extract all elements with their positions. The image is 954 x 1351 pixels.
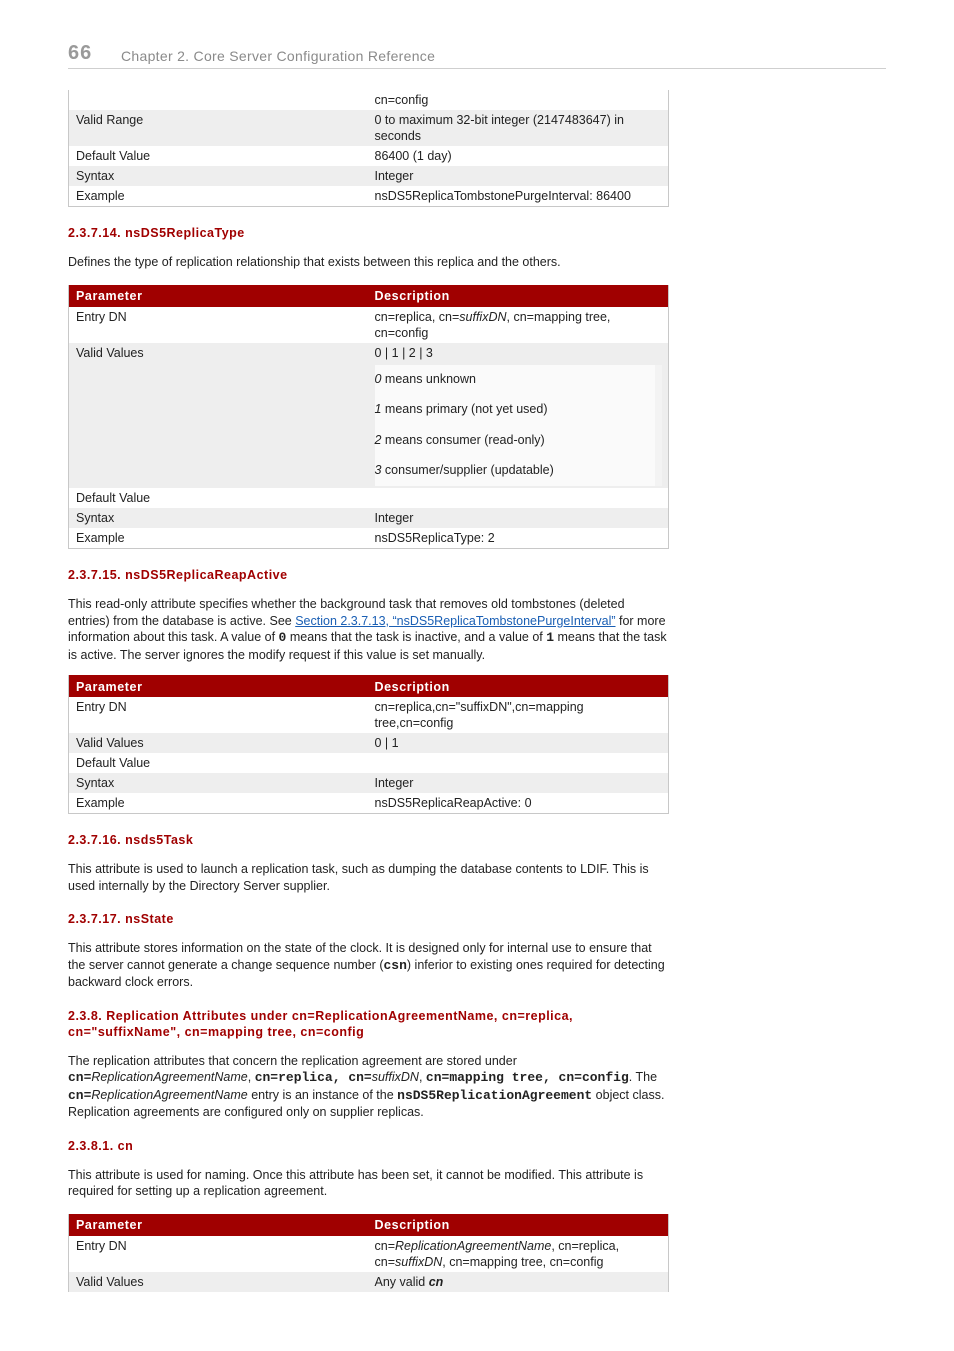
desc-cell <box>368 1236 669 1272</box>
section-link[interactable]: Section 2.3.7.13, “nsDS5ReplicaTombstonePurgeInterval” <box>295 613 616 628</box>
table-row <box>69 488 669 508</box>
code-text: nsDS5ReplicationAgreement <box>397 1087 593 1103</box>
text: cn= <box>374 1238 396 1253</box>
table-row <box>69 146 669 166</box>
list-item <box>375 432 655 448</box>
text: Any valid <box>374 1274 429 1289</box>
desc-cell: cn=replica,cn="suffixDN",cn=mapping tree,cn=config <box>374 700 584 730</box>
page-number: 66 <box>68 42 93 64</box>
text: , cn=mapping tree, cn=config <box>374 309 611 340</box>
param-cell: Valid Values <box>69 1272 368 1292</box>
italic-text: suffixDN <box>395 1254 443 1269</box>
table-header-row <box>69 1214 669 1236</box>
text: means that the task is inactive, and a value of <box>286 630 547 644</box>
text: for more information about this task. A value of <box>68 613 666 644</box>
column-header: Parameter <box>69 285 368 307</box>
column-header: Parameter <box>69 675 368 697</box>
table-row <box>69 753 669 773</box>
text: , cn=mapping tree, cn=config <box>442 1254 604 1269</box>
column-header: Description <box>368 285 669 307</box>
param-cell <box>69 90 368 110</box>
param-cell: Example <box>76 189 125 203</box>
reap-active-table <box>68 675 669 814</box>
table-row <box>69 1272 669 1292</box>
cn-table <box>68 1214 669 1292</box>
text: , <box>418 1070 426 1084</box>
italic-text: suffixDN <box>459 309 507 324</box>
section-heading: 2.3.7.14. nsDS5ReplicaType <box>68 226 245 240</box>
table-row <box>69 733 669 753</box>
table-row <box>69 186 669 207</box>
desc-cell: Integer <box>368 773 669 793</box>
chapter-title: Chapter 2. Core Server Configuration Reference <box>121 48 436 64</box>
text: This read-only attribute specifies whether the background task that removes old tombstones (deleted entries) from the database is active. See <box>68 597 625 628</box>
replica-type-table <box>68 285 669 550</box>
desc-cell: 86400 (1 day) <box>374 149 452 163</box>
column-header: Description <box>368 1214 669 1236</box>
text: . The <box>628 1070 658 1084</box>
code-text: 0 <box>278 630 287 645</box>
table-row <box>69 307 669 343</box>
param-cell: Entry DN <box>76 309 127 324</box>
section-heading: 2.3.7.16. nsds5Task <box>68 833 194 847</box>
table-row <box>69 528 669 549</box>
param-cell: Example <box>76 796 125 810</box>
list-item <box>375 371 655 387</box>
param-cell: Entry DN <box>76 700 127 714</box>
text: The replication attributes that concern the replication agreement are stored under <box>68 1053 517 1068</box>
code-text: cn= <box>68 1070 92 1085</box>
text: This attribute stores information on the state of the clock. It is designed only for internal use to ensure that the server cannot generate a change sequence number ( <box>68 941 652 972</box>
section-heading: 2.3.7.15. nsDS5ReplicaReapActive <box>68 568 288 582</box>
param-cell: Valid Values <box>69 733 368 753</box>
table-row <box>69 110 669 146</box>
section-text: Defines the type of replication relationship that exists between this replica and the others. <box>68 255 561 269</box>
section-heading: 2.3.7.17. nsState <box>68 912 174 926</box>
param-cell: Syntax <box>69 508 368 528</box>
desc-cell: 0 to maximum 32-bit integer (2147483647) in seconds <box>368 110 669 146</box>
list-item <box>375 462 655 478</box>
table-row <box>69 697 669 733</box>
code-text: cn=replica, cn= <box>254 1070 372 1085</box>
code-text: cn=mapping tree, cn=config <box>425 1070 629 1085</box>
desc-cell: Integer <box>368 166 669 186</box>
italic-text: ReplicationAgreementName <box>91 1070 248 1084</box>
text: entry is an instance of the <box>247 1087 398 1102</box>
column-header: Parameter <box>69 1214 368 1236</box>
table-row <box>69 1236 669 1272</box>
page-header <box>68 42 886 69</box>
desc-cell: nsDS5ReplicaType: 2 <box>374 531 495 545</box>
value-text: means consumer (read-only) <box>381 432 545 447</box>
text: , cn=replica, cn= <box>374 1238 620 1269</box>
section-text <box>68 596 669 663</box>
italic-text: ReplicationAgreementName <box>91 1087 248 1102</box>
valid-values: 0 | 1 | 2 | 3 <box>374 345 433 360</box>
code-text: cn= <box>68 1087 92 1103</box>
purge-interval-table <box>68 90 669 207</box>
value-number: 0 <box>374 371 382 386</box>
desc-cell <box>368 343 669 489</box>
code-text: csn <box>383 957 407 973</box>
param-cell: Syntax <box>69 166 368 186</box>
value-number: 2 <box>374 432 382 447</box>
table-header-row <box>69 285 669 307</box>
text: object class. Replication agreements are configured only on supplier replicas. <box>68 1087 665 1119</box>
value-text: means primary (not yet used) <box>381 402 548 416</box>
italic-text: ReplicationAgreementName <box>395 1238 552 1253</box>
table-row <box>69 508 669 528</box>
param-cell: Valid Values <box>69 343 368 489</box>
param-cell: Entry DN <box>76 1238 127 1253</box>
list-item <box>375 401 655 417</box>
section-text <box>68 940 669 991</box>
code-text: 1 <box>546 630 555 645</box>
table-header-row <box>69 675 669 697</box>
desc-cell: nsDS5ReplicaTombstonePurgeInterval: 86400 <box>374 189 631 203</box>
value-text: means unknown <box>381 371 476 386</box>
table-row <box>69 343 669 489</box>
text: cn=replica, cn= <box>374 309 460 324</box>
italic-text: cn <box>428 1274 444 1289</box>
desc-cell: Integer <box>368 508 669 528</box>
desc-cell <box>368 753 669 773</box>
text: ) inferior to existing ones required for detecting backward clock errors. <box>68 957 665 989</box>
section-heading: 2.3.8. Replication Attributes under cn=ReplicationAgreementName, cn=replica, cn="suffixName", cn=mapping tree, cn=config <box>68 1008 574 1039</box>
column-header: Description <box>368 675 669 697</box>
section-text <box>68 1053 669 1121</box>
section-heading: 2.3.8.1. cn <box>68 1138 134 1153</box>
param-cell: Valid Range <box>69 110 368 146</box>
param-cell: Default Value <box>76 491 151 505</box>
table-row <box>69 793 669 814</box>
text: , <box>247 1070 255 1084</box>
section-text: This attribute is used to launch a replication task, such as dumping the database contents to LDIF. This is used internally by the Directory Server supplier. <box>68 862 649 893</box>
table-row <box>69 773 669 793</box>
desc-cell: cn=config <box>374 93 429 107</box>
table-row <box>69 166 669 186</box>
page-content <box>68 90 669 1292</box>
param-cell: Default Value <box>76 149 151 163</box>
value-text: consumer/supplier (updatable) <box>381 463 554 477</box>
italic-text: suffixDN <box>371 1070 419 1084</box>
param-cell: Default Value <box>76 756 151 770</box>
value-number: 1 <box>374 402 382 416</box>
desc-cell: 0 | 1 <box>368 733 669 753</box>
desc-cell <box>368 488 669 508</box>
text: means that the task is active. The server ignores the modify request if this value is set manually. <box>68 630 667 662</box>
param-cell: Example <box>76 531 125 545</box>
section-text: This attribute is used for naming. Once this attribute has been set, it cannot be modified. This attribute is required for setting up a replication agreement. <box>68 1167 644 1198</box>
value-list <box>375 365 662 487</box>
param-cell: Syntax <box>69 773 368 793</box>
desc-cell: nsDS5ReplicaReapActive: 0 <box>374 796 532 810</box>
desc-cell <box>368 307 669 343</box>
desc-cell <box>368 1272 669 1292</box>
table-row <box>69 90 669 110</box>
value-number: 3 <box>374 463 382 477</box>
